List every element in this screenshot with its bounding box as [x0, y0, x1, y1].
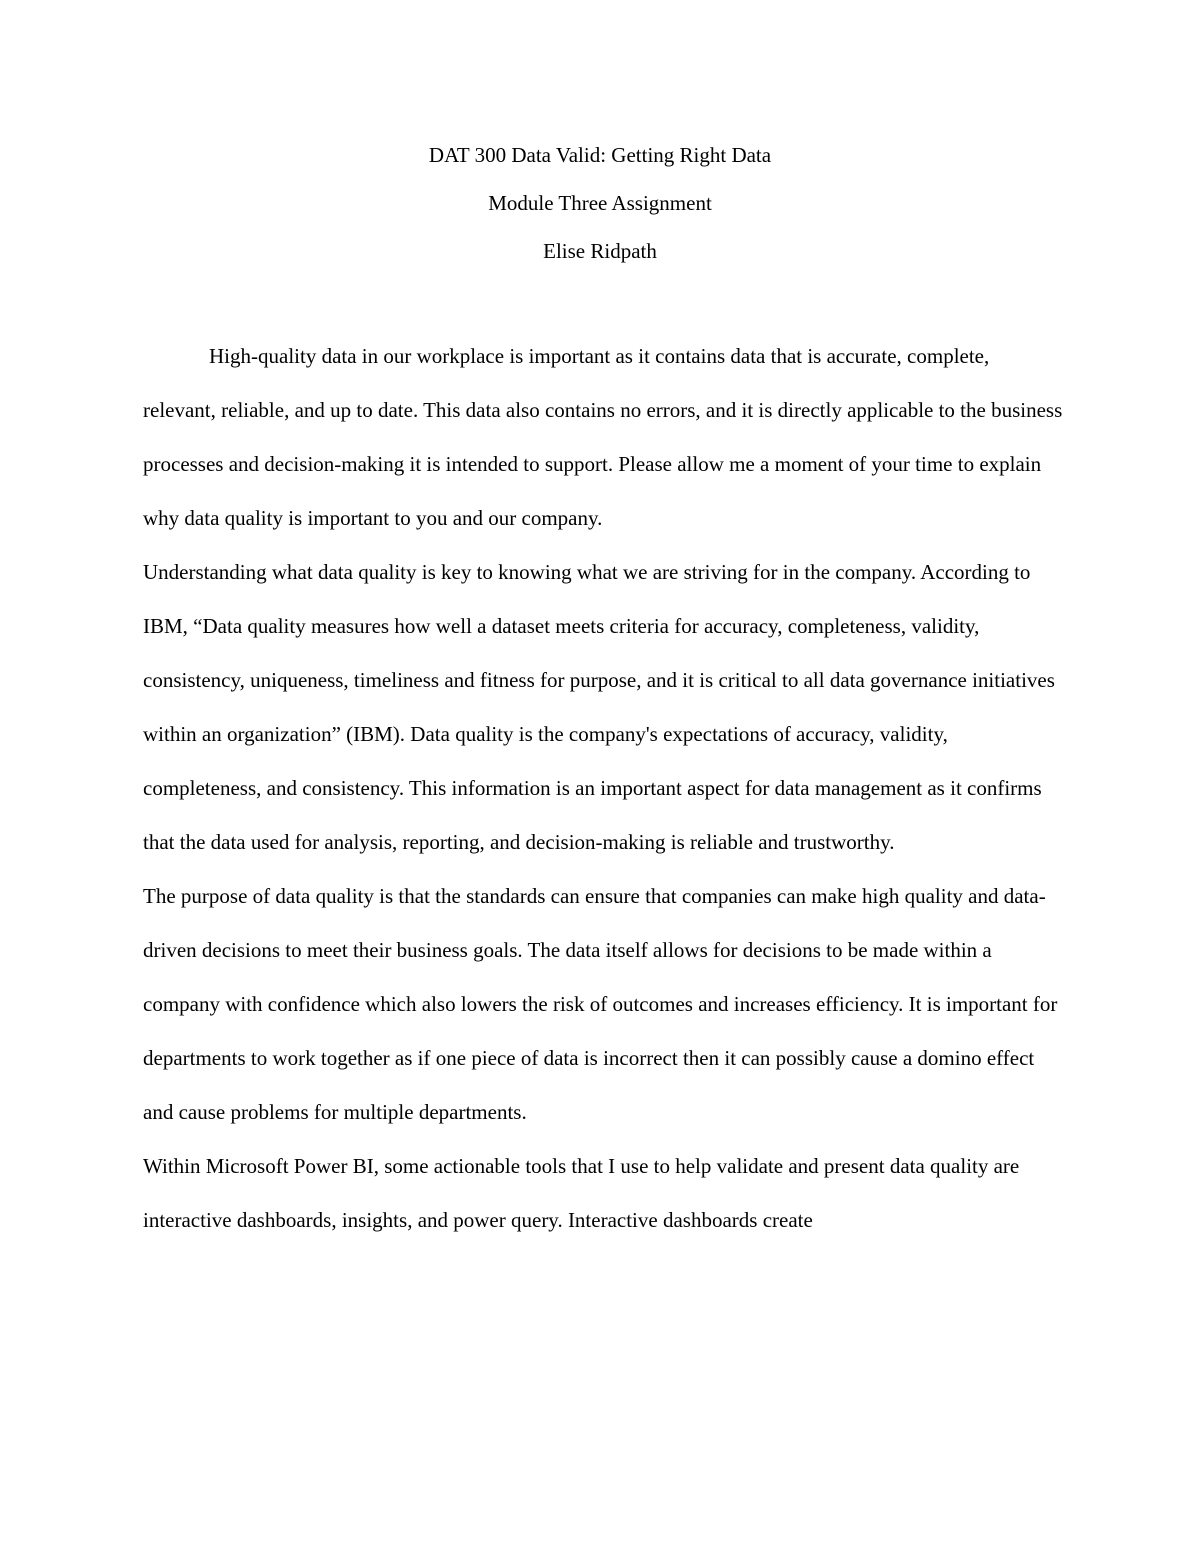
document-body — [143, 329, 1063, 1247]
paragraph-power-bi: Within Microsoft Power BI, some actionable tools that I use to help validate and present data quality are interactive dashboards, insights, and power query. Interactive dashboards create — [143, 1154, 1020, 1232]
paragraph-intro: High-quality data in our workplace is important as it contains data that is accurate, complete, relevant, reliable, and up to date. This data also contains no errors, and it is directly applicable to the business processes and decision-making it is intended to support. Please allow me a moment of your time to explain why data quality is important to you and our company. — [143, 344, 1063, 530]
document-author: Elise Ridpath — [543, 239, 657, 263]
document-subtitle: Module Three Assignment — [488, 191, 712, 215]
title-block — [0, 143, 1200, 287]
paragraph-purpose: The purpose of data quality is that the standards can ensure that companies can make high quality and data-driven decisions to meet their business goals. The data itself allows for decisions to be made within a company with confidence which also lowers the risk of outcomes and increases efficiency. It is important for departments to work together as if one piece of data is incorrect then it can possibly cause a domino effect and cause problems for multiple departments. — [143, 884, 1058, 1124]
document-title: DAT 300 Data Valid: Getting Right Data — [428, 143, 772, 167]
paragraph-definition: Understanding what data quality is key to knowing what we are striving for in the company. According to IBM, “Data quality measures how well a dataset meets criteria for accuracy, completeness, validity, consistency, uniqueness, timeliness and fitness for purpose, and it is critical to all data governance initiatives within an organization” (IBM). Data quality is the company's expectations of accuracy, validity, completeness, and consistency. This information is an important aspect for data management as it confirms that the data used for analysis, reporting, and decision-making is reliable and trustworthy. — [143, 560, 1055, 854]
